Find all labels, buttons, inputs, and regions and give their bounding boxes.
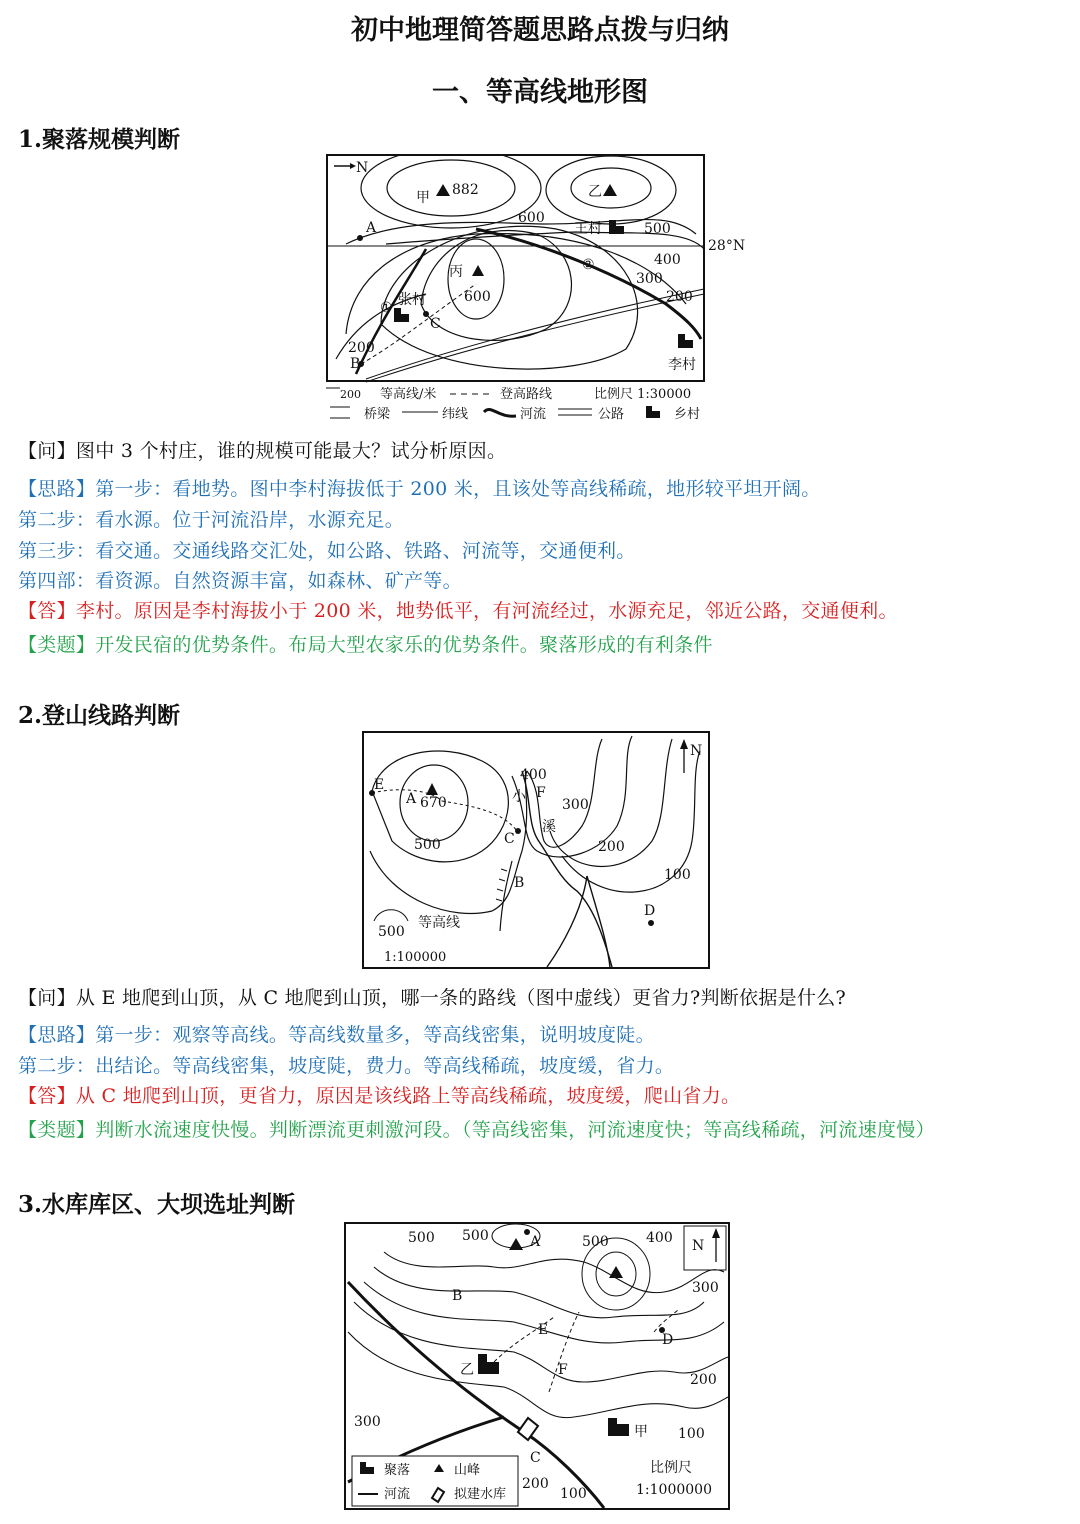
svg-text:比例尺: 比例尺 — [650, 1460, 692, 1476]
svg-text:②: ② — [582, 257, 595, 273]
svg-text:甲: 甲 — [416, 190, 430, 206]
svg-text:300: 300 — [354, 1414, 381, 1430]
svg-text:500: 500 — [462, 1228, 489, 1244]
svg-text:甲: 甲 — [634, 1424, 648, 1440]
svg-text:500: 500 — [414, 837, 441, 853]
svg-text:N: N — [692, 1238, 705, 1254]
svg-text:F: F — [558, 1362, 568, 1378]
svg-text:拟建水库: 拟建水库 — [454, 1487, 507, 1502]
svg-text:200: 200 — [340, 388, 361, 401]
svg-text:A: A — [530, 1234, 541, 1250]
svg-text:山峰: 山峰 — [454, 1463, 481, 1478]
svg-text:400: 400 — [520, 767, 547, 783]
section-2-answer: 【答】从 C 地爬到山顶，更省力，原因是该线路上等高线稀疏，坡度缓，爬山省力。 — [18, 1085, 741, 1107]
svg-text:670: 670 — [420, 795, 447, 811]
svg-text:C: C — [430, 316, 441, 332]
section-1-similar: 【类题】开发民宿的优势条件。布局大型农家乐的优势条件。聚落形成的有利条件 — [18, 634, 713, 656]
svg-text:聚落: 聚落 — [384, 1463, 411, 1478]
svg-text:A: A — [406, 791, 417, 807]
svg-text:500: 500 — [378, 924, 405, 940]
svg-text:200: 200 — [348, 340, 375, 356]
svg-text:500: 500 — [582, 1234, 609, 1250]
svg-text:100: 100 — [664, 867, 691, 883]
svg-text:溪: 溪 — [542, 819, 556, 835]
svg-text:300: 300 — [692, 1280, 719, 1296]
svg-text:登高路线: 登高路线 — [500, 387, 553, 402]
svg-text:桥梁: 桥梁 — [364, 407, 391, 422]
svg-text:600: 600 — [464, 289, 491, 305]
svg-text:丙: 丙 — [449, 264, 463, 280]
section-1-thinking-4: 第四部：看资源。自然资源丰富，如森林、矿产等。 — [18, 570, 462, 592]
svg-text:张村: 张村 — [398, 292, 426, 308]
section-2-heading: 2.登山线路判断 — [18, 702, 181, 729]
svg-text:河流: 河流 — [384, 1487, 411, 1502]
section-1-heading: 1.聚落规模判断 — [18, 126, 181, 153]
svg-text:小: 小 — [512, 789, 526, 805]
svg-text:N: N — [690, 743, 703, 759]
svg-text:100: 100 — [678, 1426, 705, 1442]
svg-text:100: 100 — [560, 1486, 587, 1502]
svg-text:乡村: 乡村 — [674, 407, 701, 422]
svg-text:A: A — [366, 220, 377, 236]
svg-text:①: ① — [380, 300, 393, 316]
svg-text:B: B — [514, 875, 525, 891]
svg-text:200: 200 — [690, 1372, 717, 1388]
svg-text:公路: 公路 — [598, 407, 625, 422]
svg-text:400: 400 — [654, 252, 681, 268]
figure-settlement-map — [326, 154, 706, 424]
svg-text:等高线: 等高线 — [418, 915, 460, 931]
svg-text:比例尺 1:30000: 比例尺 1:30000 — [594, 387, 692, 402]
section-2-similar: 【类题】判断水流速度快慢。判断漂流更刺激河段。（等高线密集，河流速度快；等高线稀疏，河流速度慢） — [18, 1119, 935, 1141]
svg-text:乙: 乙 — [460, 1362, 474, 1378]
svg-text:纬线: 纬线 — [442, 407, 469, 422]
svg-text:600: 600 — [518, 210, 545, 226]
svg-text:300: 300 — [562, 797, 589, 813]
section-1-question: 【问】图中 3 个村庄，谁的规模可能最大？试分析原因。 — [18, 440, 507, 462]
section-2-thinking-1: 【思路】第一步：观察等高线。等高线数量多，等高线密集，说明坡度陡。 — [18, 1024, 655, 1046]
svg-text:B: B — [452, 1288, 463, 1304]
svg-text:C: C — [504, 831, 515, 847]
svg-text:李村: 李村 — [668, 357, 696, 373]
section-1-thinking-1: 【思路】第一步：看地势。图中李村海拔低于 200 米，且该处等高线稀疏，地形较平坦开阔。 — [18, 478, 821, 500]
svg-text:300: 300 — [636, 271, 663, 287]
svg-text:1:100000: 1:100000 — [384, 950, 447, 965]
svg-text:等高线/米: 等高线/米 — [380, 387, 437, 402]
section-1-thinking-2: 第二步：看水源。位于河流沿岸，水源充足。 — [18, 509, 405, 531]
section-1-thinking-3: 第三步：看交通。交通线路交汇处，如公路、铁路、河流等，交通便利。 — [18, 540, 636, 562]
svg-text:200: 200 — [522, 1476, 549, 1492]
svg-text:882: 882 — [452, 182, 479, 198]
svg-text:F: F — [536, 785, 546, 801]
north-label: N — [356, 160, 369, 176]
section-2-question: 【问】从 E 地爬到山顶，从 C 地爬到山顶，哪一条的路线（图中虚线）更省力?判断依据是什么? — [18, 987, 847, 1009]
svg-text:乙: 乙 — [588, 184, 602, 200]
svg-text:D: D — [662, 1332, 674, 1348]
svg-text:B: B — [350, 356, 361, 372]
chapter-title: 一、等高线地形图 — [432, 77, 648, 108]
svg-text:400: 400 — [646, 1230, 673, 1246]
svg-text:E: E — [538, 1322, 549, 1338]
svg-text:D: D — [644, 903, 656, 919]
figure-climbing-map — [362, 731, 710, 971]
svg-text:1:1000000: 1:1000000 — [636, 1482, 712, 1498]
svg-text:200: 200 — [598, 839, 625, 855]
svg-text:500: 500 — [644, 221, 671, 237]
svg-text:C: C — [530, 1450, 541, 1466]
figure-reservoir-map — [344, 1222, 730, 1512]
svg-text:500: 500 — [408, 1230, 435, 1246]
svg-text:E: E — [374, 777, 385, 793]
svg-text:王村: 王村 — [574, 221, 602, 237]
svg-text:200: 200 — [666, 289, 693, 305]
latitude-label: 28°N — [708, 238, 746, 254]
section-3-heading: 3.水库库区、大坝选址判断 — [18, 1191, 296, 1218]
svg-text:河流: 河流 — [520, 407, 547, 422]
section-1-answer: 【答】李村。原因是李村海拔小于 200 米，地势低平，有河流经过，水源充足，邻近公路，交通便利。 — [18, 600, 898, 622]
page-title: 初中地理简答题思路点拨与归纳 — [351, 15, 729, 46]
section-2-thinking-2: 第二步：出结论。等高线密集，坡度陡，费力。等高线稀疏，坡度缓，省力。 — [18, 1055, 675, 1077]
